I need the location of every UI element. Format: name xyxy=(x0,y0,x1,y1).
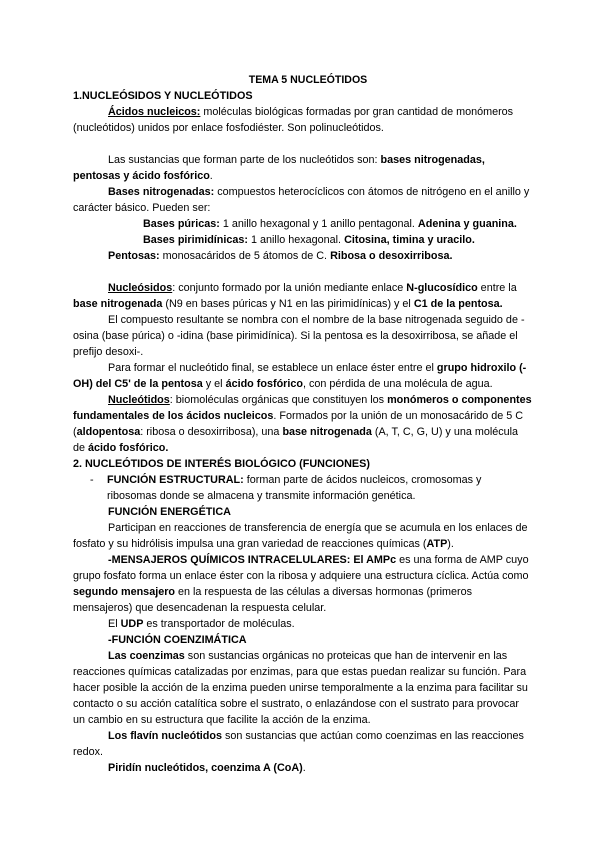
section-2-heading: 2. NUCLEÓTIDOS DE INTERÉS BIOLÓGICO (FUNCIONES) xyxy=(73,458,370,470)
bases-nitrogenadas-paragraph: Bases nitrogenadas: compuestos heterocíclicos con átomos de nitrógeno en el anillo y carácter básico. Pueden ser: xyxy=(73,186,530,214)
nucleotidos-paragraph: Nucleótidos: biomoléculas orgánicas que constituyen los monómeros o componentes fundamentales de los ácidos nucleicos. Formados por la unión de un monosacárido de 5 C (aldopentosa: ribosa o desoxirribosa), una base nitrogenada (A, T, C, G, U) y una molécula de ácido fosfórico. xyxy=(73,394,532,454)
bullet-dash: - xyxy=(90,474,94,486)
energetica-paragraph: Participan en reacciones de transferencia de energía que se acumula en los enlaces de fosfato y su hidrólisis impulsa una gran variedad de reacciones químicas (ATP). xyxy=(73,522,528,550)
funcion-energetica-heading: FUNCIÓN ENERGÉTICA xyxy=(108,506,231,518)
bases-puricas-paragraph: Bases púricas: 1 anillo hexagonal y 1 anillo pentagonal. Adenina y guanina. xyxy=(143,218,517,230)
page-title: TEMA 5 NUCLEÓTIDOS xyxy=(248,74,368,86)
sustancias-paragraph: Las sustancias que forman parte de los nucleótidos son: bases nitrogenadas, pentosas y ácido fosfórico. xyxy=(73,154,485,182)
spacer xyxy=(73,264,533,280)
nucleosidos-paragraph: Nucleósidos: conjunto formado por la unión mediante enlace N-glucosídico entre la base nitrogenada (N9 en bases púricas y N1 en las pirimidínicas) y el C1 de la pentosa. xyxy=(73,282,517,310)
pentosas-paragraph: Pentosas: monosacáridos de 5 átomos de C. Ribosa o desoxirribosa. xyxy=(108,250,453,262)
bases-pirimidinicas-paragraph: Bases pirimidínicas: 1 anillo hexagonal. Citosina, timina y uracilo. xyxy=(143,234,475,246)
acidos-nucleicos-paragraph: Ácidos nucleicos: moléculas biológicas formadas por gran cantidad de monómeros (nucleótidos) unidos por enlace fosfodiéster. Son polinucleótidos. xyxy=(73,106,514,134)
document-body xyxy=(73,72,533,776)
udp-paragraph: El UDP es transportador de moléculas. xyxy=(108,618,295,630)
funcion-coenzimatica-heading: -FUNCIÓN COENZIMÁTICA xyxy=(108,634,247,646)
formar-nucleotido-paragraph: Para formar el nucleótido final, se establece un enlace éster entre el grupo hidroxilo (-OH) del C5' de la pentosa y el ácido fosfórico, con pérdida de una molécula de agua. xyxy=(73,362,527,390)
compuesto-paragraph: El compuesto resultante se nombra con el nombre de la base nitrogenada seguido de -osina (base púrica) o -idina (base pirimidínica). Si la pentosa es la desoxirribosa, se añade el prefijo desoxi-. xyxy=(73,314,525,358)
mensajeros-paragraph: -MENSAJEROS QUÍMICOS INTRACELULARES: El AMPc es una forma de AMP cuyo grupo fosfato forma un enlace éster con la ribosa y adquiere una estructura cíclica. Actúa como segundo mensajero en la respuesta de las células a diversas hormonas (primeros mensajeros) que desencadenan la respuesta celular. xyxy=(73,554,529,614)
section-1-heading: 1.NUCLEÓSIDOS Y NUCLEÓTIDOS xyxy=(73,90,253,102)
spacer xyxy=(73,136,533,152)
coenzimas-paragraph: Las coenzimas son sustancias orgánicas no proteicas que han de intervenir en las reacciones químicas catalizadas por enzimas, para que estas puedan realizar su función. Para hacer posible la acción de la enzima pueden unirse temporalmente a la enzima para facilitar su contacto o su acción catalítica sobre el sustrato, o enlazándose con el sustrato para provocar un cambio en su estructura que facilite la acción de la enzima. xyxy=(73,650,528,726)
piridin-paragraph: Piridín nucleótidos, coenzima A (CoA). xyxy=(108,762,306,774)
funcion-estructural-item: - FUNCIÓN ESTRUCTURAL: forman parte de ácidos nucleicos, cromosomas y ribosomas donde se almacena y transmite información genética. xyxy=(73,472,533,504)
flavin-paragraph: Los flavín nucleótidos son sustancias que actúan como coenzimas en las reacciones redox. xyxy=(73,730,524,758)
